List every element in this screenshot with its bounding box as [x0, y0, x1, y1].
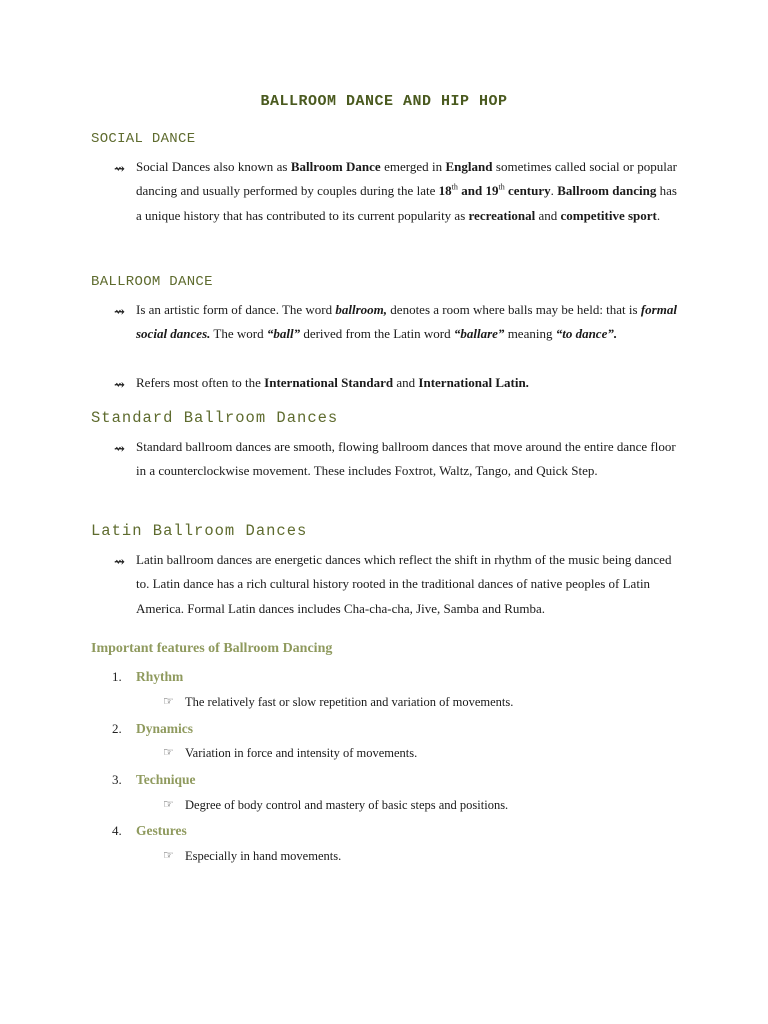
feature-desc-technique: Degree of body control and mastery of basic steps and positions.: [185, 798, 509, 812]
bold-term: century: [504, 183, 551, 199]
feature-desc-dynamics: Variation in force and intensity of movements.: [185, 746, 418, 760]
list-number: 1.: [112, 669, 122, 684]
bold-term: competitive sport: [560, 207, 657, 223]
bold-italic-term: ballroom,: [335, 302, 388, 317]
heading-ballroom-dance: BALLROOM DANCE: [91, 274, 213, 290]
list-number: 3.: [112, 772, 122, 787]
feature-desc-rhythm: The relatively fast or slow repetition and variation of movements.: [185, 695, 514, 709]
list-number: 2.: [112, 721, 122, 736]
page-title: BALLROOM DANCE AND HIP HOP: [260, 93, 508, 110]
bold-italic-term: “ballare”: [453, 326, 505, 342]
text-run: has a unique history that has contributed to its current popularity as: [136, 183, 677, 223]
bold-term: England: [445, 159, 493, 174]
text-run: emerged in: [380, 159, 446, 174]
list-number: 4.: [112, 823, 122, 838]
text-run: .: [550, 183, 558, 199]
swirl-bullet-icon: ⇝: [114, 161, 125, 176]
text-run: denotes a room where balls may be held: that is: [387, 302, 641, 317]
social-dance-paragraph: [136, 155, 677, 228]
heading-latin-ballroom: Latin Ballroom Dances: [91, 522, 308, 540]
text-run: sometimes called social or popular dancing and usually performed by couples during the late: [136, 159, 677, 199]
feature-label-gestures: Gestures: [136, 823, 187, 838]
bold-term: Ballroom Dance: [290, 159, 381, 174]
bold-term: International Latin.: [418, 375, 529, 390]
feature-label-dynamics: Dynamics: [136, 721, 193, 736]
pointing-hand-icon: ☞: [163, 848, 174, 862]
bold-italic-term: “ball”: [266, 326, 301, 342]
heading-social-dance: SOCIAL DANCE: [91, 131, 196, 147]
text-run: The word: [210, 326, 267, 342]
text-run: Social Dances also known as: [136, 159, 291, 174]
standard-ballroom-paragraph: Standard ballroom dances are smooth, flowing ballroom dances that move around the entire dance floor in a counterclockwise movement. These includes Foxtrot, Waltz, Tango, and Quick Step.: [136, 439, 676, 479]
bold-italic-term: formal social dances.: [136, 302, 677, 342]
heading-important-features: Important features of Ballroom Dancing: [91, 641, 333, 656]
text-run: and: [393, 375, 419, 390]
superscript: th: [451, 182, 458, 192]
text-run: derived from the Latin word: [300, 326, 454, 342]
feature-desc-gestures: Especially in hand movements.: [185, 849, 342, 863]
swirl-bullet-icon: ⇝: [114, 377, 125, 392]
bold-term: and 19: [457, 183, 499, 199]
text-run: meaning: [504, 326, 556, 342]
pointing-hand-icon: ☞: [163, 745, 174, 759]
bold-term: International Standard: [264, 375, 394, 390]
pointing-hand-icon: ☞: [163, 797, 174, 811]
bold-term: Ballroom dancing: [557, 183, 657, 199]
bold-italic-term: “to dance”.: [555, 326, 618, 342]
swirl-bullet-icon: ⇝: [114, 441, 125, 456]
bold-term: recreational: [468, 207, 536, 223]
text-run: Is an artistic form of dance. The word: [136, 302, 336, 317]
feature-label-technique: Technique: [136, 772, 196, 787]
feature-label-rhythm: Rhythm: [136, 669, 184, 684]
latin-ballroom-paragraph: Latin ballroom dances are energetic dances which reflect the shift in rhythm of the music being danced to. Latin dance has a rich cultural history rooted in the traditional dances of native peoples of Latin America. Formal Latin dances includes Cha-cha-cha, Jive, Samba and Rumba.: [136, 552, 672, 616]
text-run: and: [535, 207, 561, 223]
bold-term: 18: [438, 183, 452, 199]
text-run: .: [656, 207, 661, 223]
ballroom-refers-paragraph: [136, 371, 677, 395]
text-run: Refers most often to the: [136, 375, 265, 390]
heading-standard-ballroom: Standard Ballroom Dances: [91, 409, 339, 427]
swirl-bullet-icon: ⇝: [114, 304, 125, 319]
pointing-hand-icon: ☞: [163, 694, 174, 708]
ballroom-dance-paragraph: [136, 298, 677, 347]
swirl-bullet-icon: ⇝: [114, 554, 125, 569]
superscript: th: [498, 182, 505, 192]
